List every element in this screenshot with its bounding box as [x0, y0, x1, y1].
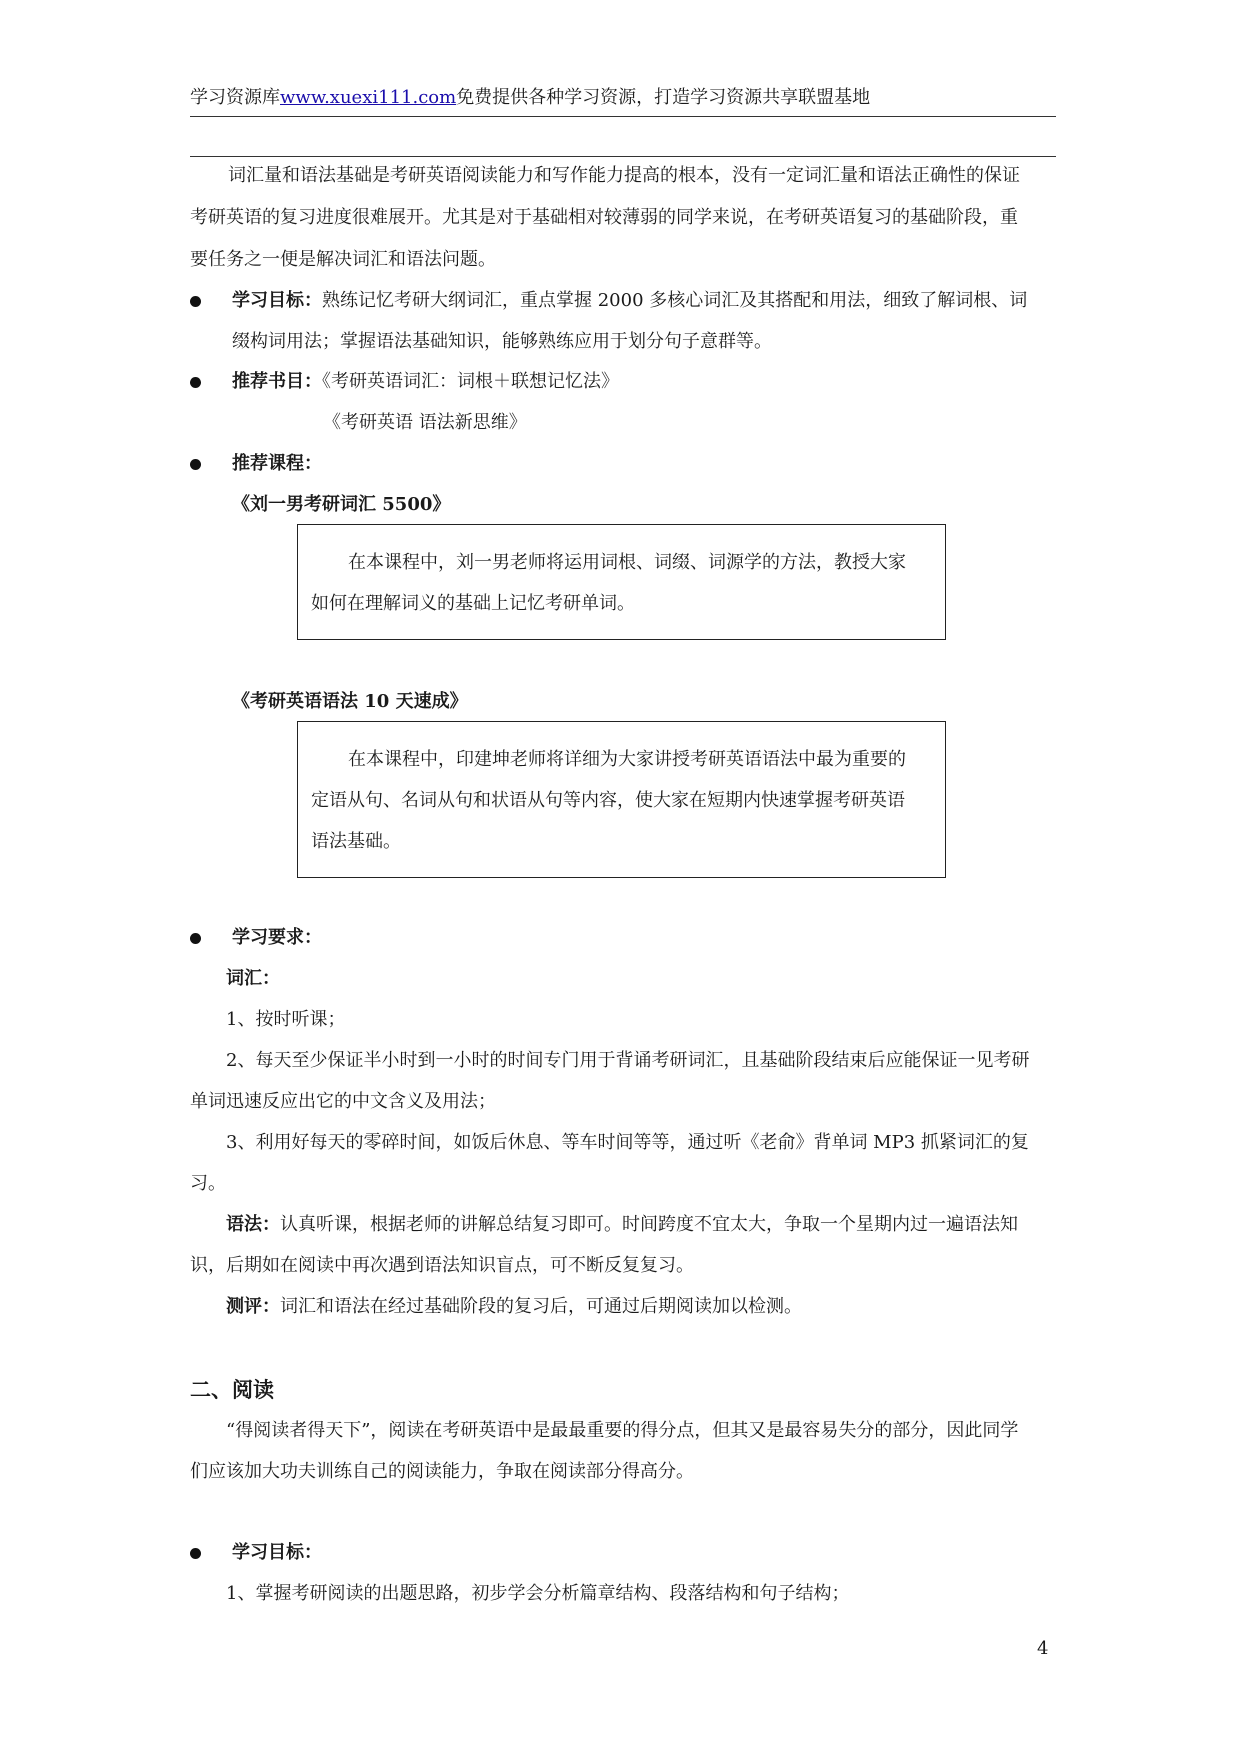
bullet-icon — [190, 933, 201, 944]
course-1-line-2: 如何在理解词义的基础上记忆考研单词。 — [311, 593, 635, 614]
grammar-line-2: 识，后期如在阅读中再次遇到语法知识盲点，可不断反复复习。 — [190, 1255, 694, 1276]
section-2-intro-1: “得阅读者得天下”，阅读在考研英语中是最最重要的得分点，但其又是最容易失分的部分，因此同学 — [226, 1420, 1019, 1441]
intro-line-3: 要任务之一便是解决词汇和语法问题。 — [190, 249, 496, 270]
req-item-1: 1、按时听课； — [226, 1009, 346, 1030]
page-number: 4 — [1037, 1638, 1049, 1659]
req-item-3-cont: 习。 — [190, 1173, 226, 1194]
header-rule — [190, 116, 1056, 117]
grammar-text-1: 认真听课，根据老师的讲解总结复习即可。时间跨度不宜太大，争取一个星期内过一遍语法知 — [280, 1214, 1018, 1235]
goal-line-2: 缀构词用法；掌握语法基础知识，能够熟练应用于划分句子意群等。 — [232, 331, 772, 352]
goal-label: 学习目标： — [232, 290, 322, 311]
bullet-icon — [190, 296, 201, 307]
intro-line-2: 考研英语的复习进度很难展开。尤其是对于基础相对较薄弱的同学来说，在考研英语复习的基础阶段，重 — [190, 207, 1018, 228]
course-2-line-1: 在本课程中，印建坤老师将详细为大家讲授考研英语语法中最为重要的 — [348, 749, 906, 770]
bullet-icon — [190, 377, 201, 388]
course-1-line-1: 在本课程中，刘一男老师将运用词根、词缀、词源学的方法，教授大家 — [348, 552, 906, 573]
req-item-3: 3、利用好每天的零碎时间，如饭后休息、等车时间等等，通过听《老俞》背单词 MP3 抓紧词汇的复 — [226, 1132, 1029, 1153]
intro-line-1: 词汇量和语法基础是考研英语阅读能力和写作能力提高的根本，没有一定词汇量和语法正确性的保证 — [228, 165, 1020, 186]
books-label: 推荐书目： — [232, 371, 322, 392]
content-rule — [190, 156, 1056, 157]
courses-label: 推荐课程： — [232, 453, 322, 474]
course-1-title: 《刘一男考研词汇 5500》 — [232, 494, 451, 515]
page-header — [190, 86, 1056, 110]
course-2-line-3: 语法基础。 — [311, 831, 401, 852]
section-2-goal-1: 1、掌握考研阅读的出题思路，初步学会分析篇章结构、段落结构和句子结构； — [226, 1583, 850, 1604]
course-1-box — [297, 524, 946, 640]
bullet-icon — [190, 1548, 201, 1559]
test-line — [226, 1295, 802, 1319]
requirements-label: 学习要求： — [232, 927, 322, 948]
req-item-2: 2、每天至少保证半小时到一小时的时间专门用于背诵考研词汇，且基础阶段结束后应能保证一见考研 — [226, 1050, 1030, 1071]
course-2-title: 《考研英语语法 10 天速成》 — [232, 691, 468, 712]
grammar-line-1 — [226, 1213, 1018, 1237]
book-2: 《考研英语 语法新思维》 — [323, 412, 527, 433]
header-suffix: 免费提供各种学习资源，打造学习资源共享联盟基地 — [456, 87, 871, 108]
course-2-line-2: 定语从句、名词从句和状语从句等内容，使大家在短期内快速掌握考研英语 — [311, 790, 905, 811]
vocab-label: 词汇： — [226, 968, 280, 989]
header-prefix: 学习资源库 — [190, 87, 280, 108]
bullet-icon — [190, 459, 201, 470]
section-2-intro-2: 们应该加大功夫训练自己的阅读能力，争取在阅读部分得高分。 — [190, 1461, 694, 1482]
books-line-1 — [232, 370, 619, 394]
test-label: 测评： — [226, 1296, 280, 1317]
book-1: 《考研英语词汇：词根＋联想记忆法》 — [322, 371, 619, 392]
section-2-goal-label: 学习目标： — [232, 1542, 322, 1563]
goal-text-1: 熟练记忆考研大纲词汇，重点掌握 2000 多核心词汇及其搭配和用法，细致了解词根、词 — [322, 290, 1028, 311]
course-2-box — [297, 721, 946, 878]
section-2-heading: 二、阅读 — [190, 1377, 274, 1402]
req-item-2-cont: 单词迅速反应出它的中文含义及用法； — [190, 1091, 496, 1112]
header-link[interactable]: www.xuexi111.com — [280, 87, 457, 108]
goal-line-1 — [232, 289, 1027, 313]
grammar-label: 语法： — [226, 1214, 280, 1235]
test-text: 词汇和语法在经过基础阶段的复习后，可通过后期阅读加以检测。 — [280, 1296, 802, 1317]
